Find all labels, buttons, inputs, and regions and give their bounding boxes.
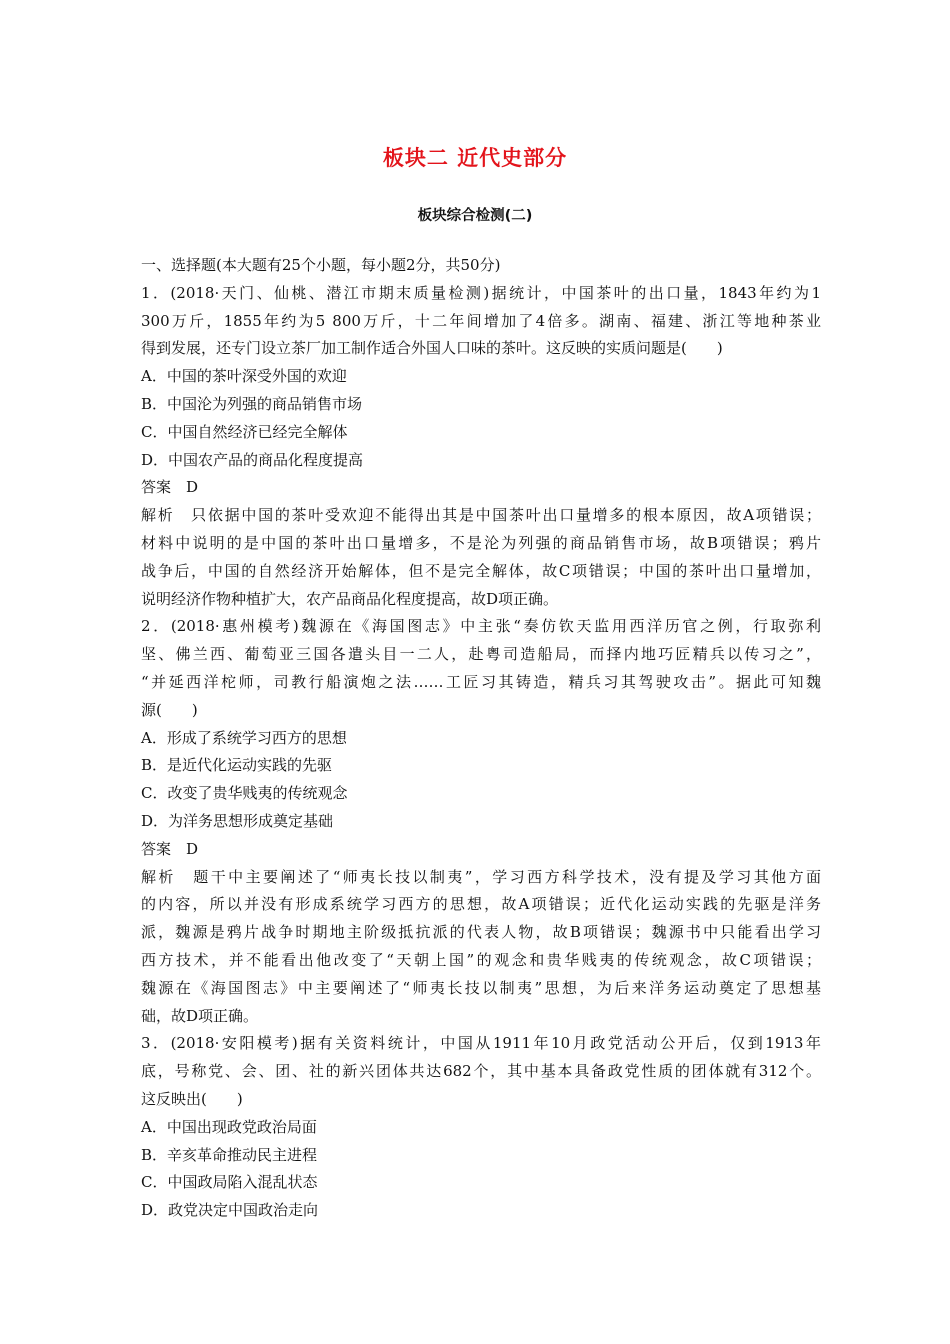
question-1-analysis-line: 战争后，中国的自然经济开始解体，但不是完全解体，故C项错误；中国的茶叶出口量增加， [141,561,821,580]
question-2-analysis-line: 魏源在《海国图志》中主要阐述了“师夷长技以制夷”思想，为后来洋务运动奠定了思想基 [141,978,821,997]
question-1-answer: 答案 D [141,478,199,497]
question-1-analysis-line: 解析 只依据中国的茶叶受欢迎不能得出其是中国茶叶出口量增多的根本原因，故A项错误； [141,506,821,525]
question-2-analysis-line: 解析 题干中主要阐述了“师夷长技以制夷”，学习西方科学技术，没有提及学习其他方面 [141,867,821,886]
question-2-stem-line: 源( ) [141,700,198,719]
page-subtitle: 板块综合检测(二) [417,208,533,224]
document-body [141,252,821,1225]
question-1-stem-line: 得到发展，还专门设立茶厂加工制作适合外国人口味的茶叶。这反映的实质问题是( ) [141,339,723,358]
question-2-option-b: B．是近代化运动实践的先驱 [141,756,333,775]
question-3-option-a: A．中国出现政党政治局面 [141,1117,317,1136]
question-2-option-c: C．改变了贵华贱夷的传统观念 [141,784,348,803]
question-1-option-c: C．中国自然经济已经完全解体 [141,422,348,441]
question-3-stem-line: 底，号称党、会、团、社的新兴团体共达682个，其中基本具备政党性质的团体就有312个。 [141,1062,821,1081]
question-3-option-b: B．辛亥革命推动民主进程 [141,1145,318,1164]
question-2-analysis-line: 派，魏源是鸦片战争时期地主阶级抵抗派的代表人物，故B项错误；魏源书中只能看出学习 [141,923,821,942]
question-2-analysis-line: 西方技术，并不能看出他改变了“天朝上国”的观念和贵华贱夷的传统观念，故C项错误； [141,950,821,969]
question-2-stem-line: 2．(2018·惠州模考)魏源在《海国图志》中主张“奏仿钦天监用西洋历官之例，行取弥利 [141,617,821,636]
question-3-stem-line: 3．(2018·安阳模考)据有关资料统计，中国从1911年10月政党活动公开后，仅到1913年 [141,1034,821,1053]
question-3-stem-line: 这反映出( ) [141,1089,243,1108]
question-3-option-d: D．政党决定中国政治走向 [141,1201,319,1220]
question-2-analysis-line: 的内容，所以并没有形成系统学习西方的思想，故A项错误；近代化运动实践的先驱是洋务 [141,895,821,914]
question-3-option-c: C．中国政局陷入混乱状态 [141,1173,318,1192]
question-2-option-a: A．形成了系统学习西方的思想 [141,728,347,747]
section-heading: 一、选择题(本大题有25个小题，每小题2分，共50分) [141,256,501,274]
question-1-option-d: D．中国农产品的商品化程度提高 [141,450,364,469]
question-2-answer: 答案 D [141,839,199,858]
question-1-stem-line: 300万斤，1855年约为5 800万斤，十二年间增加了4倍多。湖南、福建、浙江等地种茶业 [141,311,821,330]
question-2-stem-line: 坚、佛兰西、葡萄亚三国各遣头目一二人，赴粤司造船局，而择内地巧匠精兵以传习之”， [141,645,821,664]
page-title: 板块二 近代史部分 [382,146,568,170]
question-2-option-d: D．为洋务思想形成奠定基础 [141,811,334,830]
question-1-analysis-line: 说明经济作物种植扩大，农产品商品化程度提高，故D项正确。 [141,589,559,608]
question-1-stem-line: 1．(2018·天门、仙桃、潜江市期末质量检测)据统计，中国茶叶的出口量，1843年约为1 [141,283,821,302]
question-2-stem-line: “并延西洋柁师，司教行船演炮之法……工匠习其铸造，精兵习其驾驶攻击”。据此可知魏 [141,672,821,691]
question-1-analysis-line: 材料中说明的是中国的茶叶出口量增多，不是沦为列强的商品销售市场，故B项错误；鸦片 [141,533,821,552]
question-1-option-a: A．中国的茶叶深受外国的欢迎 [141,367,347,386]
question-1-option-b: B．中国沦为列强的商品销售市场 [141,394,363,413]
question-2-analysis-line: 础，故D项正确。 [141,1006,259,1025]
